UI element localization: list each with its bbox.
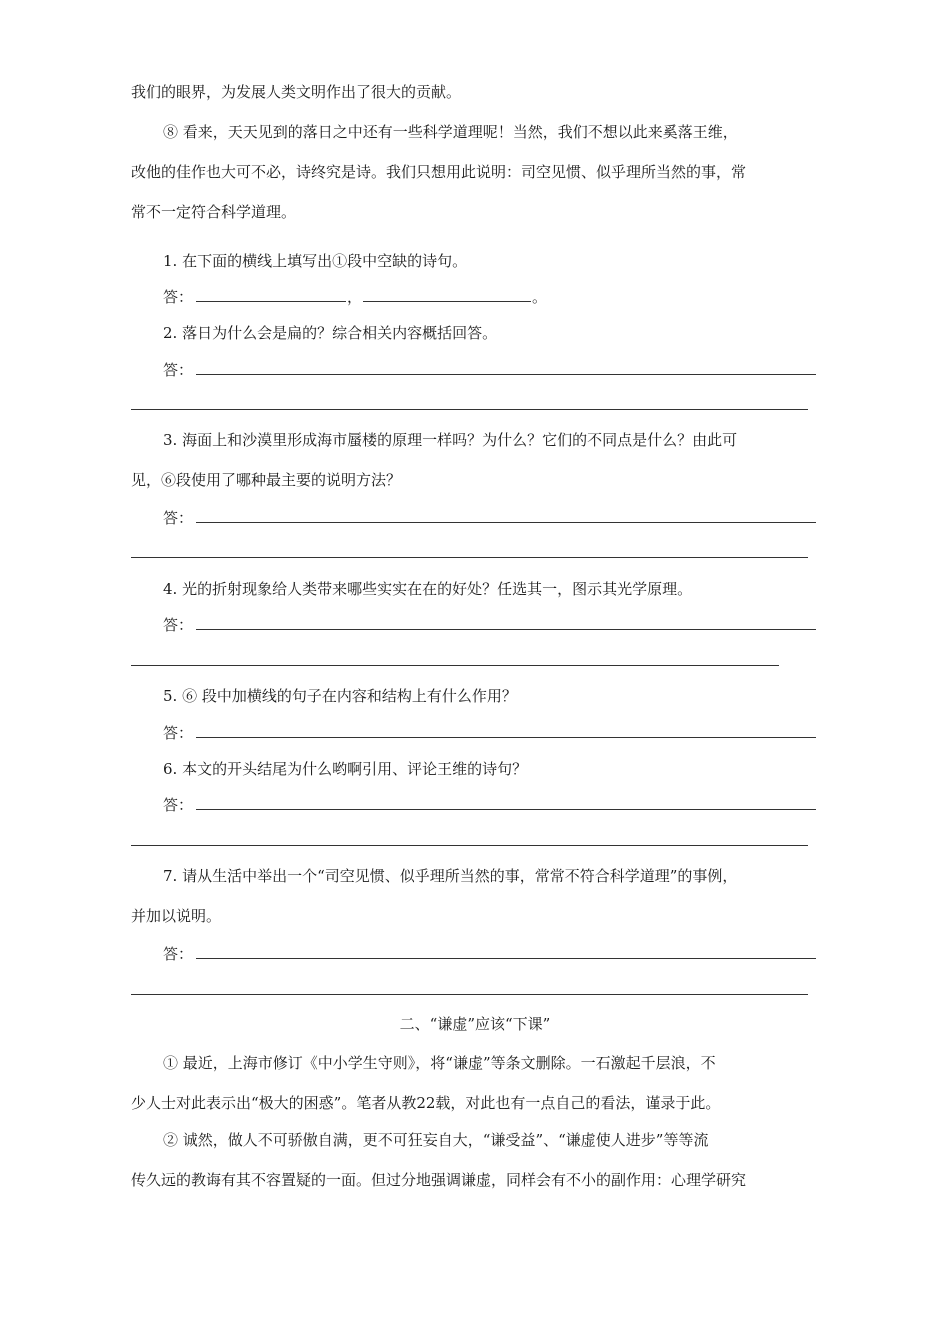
answer-label: 答：	[163, 509, 194, 527]
section-2-paragraph-2-line-2: 传久远的教诲有其不容置疑的一面。但过分地强调谦虚，同样会有不小的副作用：心理学研究	[131, 1171, 747, 1189]
question-4: 4. 光的折射现象给人类带来哪些实实在在的好处？任选其一，图示其光学原理。	[163, 580, 693, 598]
period-mark: 。	[532, 288, 548, 306]
question-2: 2. 落日为什么会是扁的？综合相关内容概括回答。	[163, 324, 498, 342]
answer-label: 答：	[163, 288, 194, 306]
answer-label: 答：	[163, 361, 194, 379]
answer-line[interactable]	[131, 994, 808, 995]
answer-label: 答：	[163, 945, 194, 963]
paragraph-text: 我们的眼界，为发展人类文明作出了很大的贡献。	[131, 83, 462, 101]
answer-label: 答：	[163, 616, 194, 634]
answer-blank-1[interactable]	[196, 301, 346, 302]
paragraph-8-line-1: ⑧ 看来，天天见到的落日之中还有一些科学道理呢！当然，我们不想以此来奚落王维，	[163, 123, 738, 141]
paragraph-8-line-2: 改他的佳作也大可不必，诗终究是诗。我们只想用此说明：司空见惯、似乎理所当然的事，常	[131, 163, 747, 181]
question-3-line-2: 见，⑥段使用了哪种最主要的说明方法？	[131, 471, 402, 489]
section-2-paragraph-1-line-1: ① 最近，上海市修订《中小学生守则》，将“谦虚”等条文删除。一石激起千层浪，不	[163, 1054, 716, 1072]
section-2-paragraph-2-line-1: ② 诚然，做人不可骄傲自满，更不可狂妄自大，“谦受益”、“谦虚使人进步”等等流	[163, 1131, 709, 1149]
question-6: 6. 本文的开头结尾为什么哟啊引用、评论王维的诗句？	[163, 760, 528, 778]
answer-line[interactable]	[131, 409, 808, 410]
answer-blank-2[interactable]	[363, 301, 531, 302]
answer-label: 答：	[163, 796, 194, 814]
answer-label: 答：	[163, 724, 194, 742]
answer-line[interactable]	[196, 737, 816, 738]
section-2-paragraph-1-line-2: 少人士对此表示出“极大的困惑”。笔者从教22载，对此也有一点自己的看法，谨录于此。	[131, 1094, 721, 1112]
answer-line[interactable]	[131, 557, 808, 558]
answer-line[interactable]	[196, 374, 816, 375]
answer-line[interactable]	[196, 958, 816, 959]
answer-line[interactable]	[131, 845, 808, 846]
answer-line[interactable]	[131, 665, 779, 666]
answer-line[interactable]	[196, 809, 816, 810]
question-3-line-1: 3. 海面上和沙漠里形成海市蜃楼的原理一样吗？为什么？它们的不同点是什么？由此可	[163, 431, 738, 449]
comma-separator: ，	[347, 288, 363, 306]
question-1: 1. 在下面的横线上填写出①段中空缺的诗句。	[163, 252, 468, 270]
answer-line[interactable]	[196, 522, 816, 523]
paragraph-8-line-3: 常不一定符合科学道理。	[131, 203, 297, 221]
answer-line[interactable]	[196, 629, 816, 630]
question-7-line-1: 7. 请从生活中举出一个“司空见惯、似乎理所当然的事，常常不符合科学道理”的事例，	[163, 867, 738, 885]
question-7-line-2: 并加以说明。	[131, 907, 222, 925]
section-title: 二、“谦虚”应该“下课”	[399, 1015, 551, 1033]
question-5: 5. ⑥ 段中加横线的句子在内容和结构上有什么作用？	[163, 687, 517, 705]
